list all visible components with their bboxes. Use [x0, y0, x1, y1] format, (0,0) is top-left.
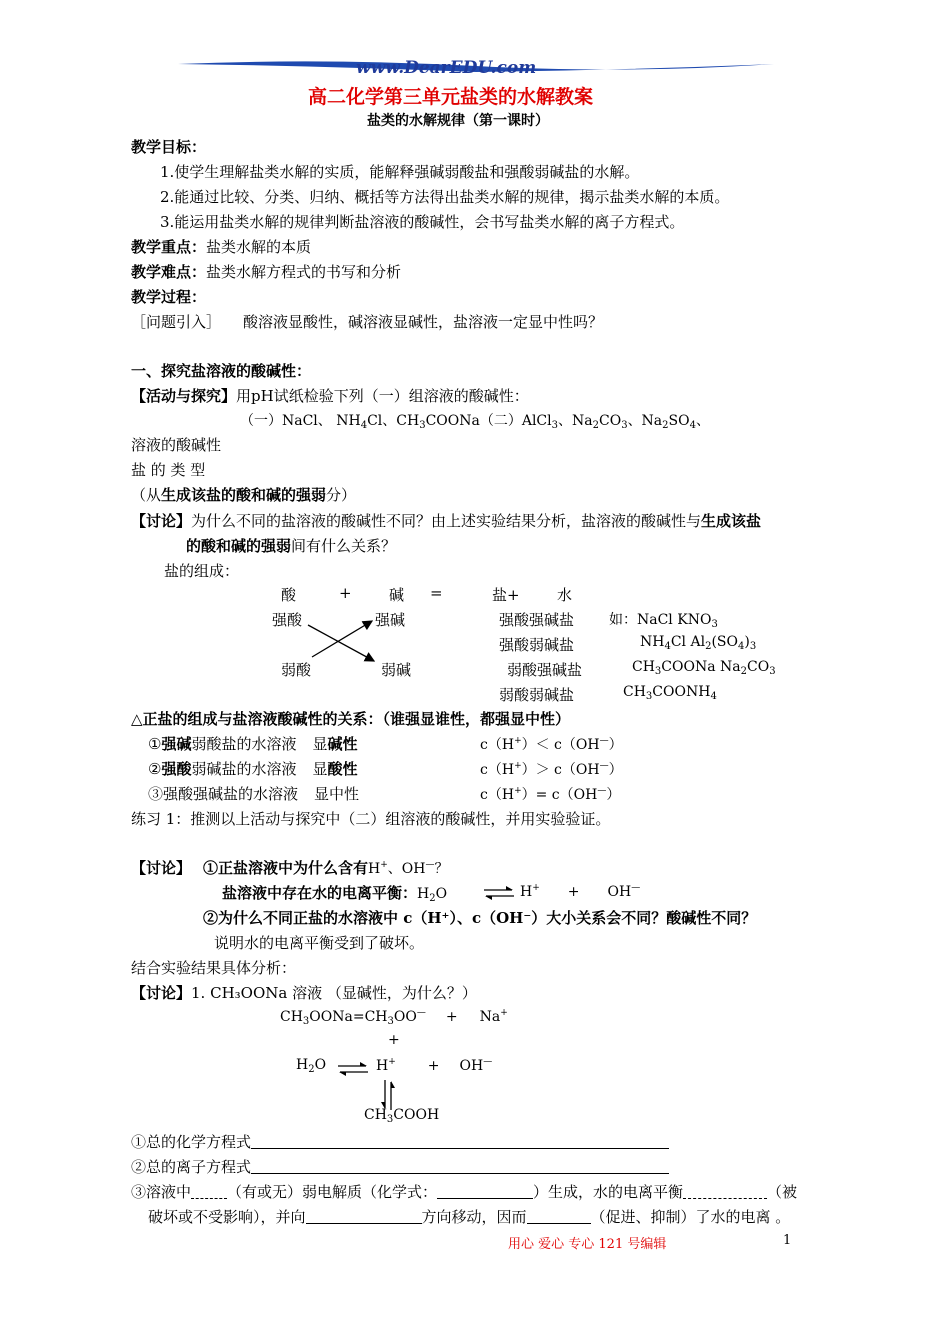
diagram-weak-acid: 弱酸 [281, 661, 312, 679]
blank-text: ）生成，水的电离平衡 [533, 1183, 684, 1201]
key-point-label: 教学重点： [131, 238, 207, 256]
relation-row [148, 758, 358, 779]
row-text: 强酸强碱盐的水溶液 [163, 785, 299, 803]
difficulty-label: 教学难点： [131, 263, 207, 281]
diagram-equals: = [430, 584, 443, 602]
answer-line[interactable] [437, 1183, 533, 1199]
blank-movement [148, 1206, 790, 1227]
page-title: 高二化学第三单元盐类的水解教案 [308, 86, 594, 108]
combine-analysis: 结合实验结果具体分析： [131, 959, 297, 977]
discussion2-explain: 说明水的电离平衡受到了破坏。 [214, 934, 425, 952]
equilibrium-arrow-icon [482, 886, 516, 900]
page-number: 1 [783, 1233, 792, 1248]
row-number: ② [148, 760, 162, 778]
difficulty-text: 盐类水解方程式的书写和分析 [206, 263, 402, 281]
objective-item: 3.能运用盐类水解的规律判断盐溶液的酸碱性，会书写盐类水解的离子方程式。 [160, 213, 685, 231]
relation-ion-compare: c（H+）= c（OH—） [480, 786, 621, 803]
intro [131, 311, 603, 332]
solution-groups: （一）NaCl、 $NH_4Cl$、$CH_3COONa$（二）AlCl$_3$、$Na_2CO_3$、$Na_2SO_4$、 [240, 413, 710, 431]
row-text: 弱酸盐的水溶液 [191, 735, 297, 753]
discussion1-text-d: 间有什么关系？ [291, 537, 397, 555]
acetic-acid: $CH_3COOH$ [364, 1107, 440, 1125]
blank-electrolyte [131, 1181, 797, 1202]
relation-ion-compare: c（H+）＜ c（OH—） [480, 736, 623, 753]
cross-arrows-icon [300, 615, 390, 675]
objective-item: 1.使学生理解盐类水解的实质，能解释强碱弱酸盐和强酸弱碱盐的水解。 [160, 163, 640, 181]
salt-type: 强酸弱碱盐 [499, 636, 575, 654]
relation-row [148, 733, 358, 754]
discussion2-q1: 【讨论】 ①正盐溶液中为什么含有H+、OH—？ [131, 859, 449, 877]
water-ionization-label: 盐溶液中存在水的电离平衡： [222, 884, 418, 902]
exercise-1: 练习 1：推测以上活动与探究中（二）组溶液的酸碱性，并用实验验证。 [131, 810, 611, 828]
blank-text: （被 [767, 1183, 798, 1201]
row-note-c: 分） [326, 486, 357, 504]
discussion1-line2 [186, 535, 396, 556]
relation-row [148, 783, 359, 804]
equilibrium-arrow-icon [336, 1062, 370, 1076]
diagram-weak-base: 弱碱 [381, 661, 412, 679]
row-property: 酸性 [327, 760, 358, 778]
relation-ion-compare: c（H+）＞ c（OH—） [480, 761, 623, 778]
salt-example: $CH_3COONH_4$ [623, 684, 717, 702]
objectives-heading: 教学目标： [131, 138, 207, 156]
diagram-acid: 酸 [281, 586, 297, 604]
diagram-strong-acid: 强酸 [272, 611, 303, 629]
answer-line[interactable] [527, 1208, 591, 1224]
blank-text: （有或无）弱电解质（化学式： [227, 1183, 438, 1201]
difficulty [131, 261, 401, 282]
water-label: $H_2O$ [296, 1057, 327, 1075]
blank-label: ①总的化学方程式 [131, 1133, 252, 1151]
salt-composition-label: 盐的组成： [164, 562, 240, 580]
answer-line[interactable] [683, 1183, 767, 1199]
blank-text: 破坏或不受影响），并向 [148, 1208, 306, 1226]
salt-type: 弱酸弱碱盐 [499, 686, 575, 704]
diagram-strong-base: 强碱 [375, 611, 406, 629]
key-point-text: 盐类水解的本质 [206, 238, 312, 256]
compare-symbol: = [535, 787, 548, 803]
diagram-base: 碱 [389, 586, 405, 604]
example-label: 如： [609, 612, 637, 628]
discussion2-label: 【讨论】 [131, 859, 192, 877]
compare-symbol: ＞ [535, 762, 550, 778]
discussion1-text-c: 的酸和碱的强弱 [186, 537, 292, 555]
activity [131, 385, 529, 406]
diagram-plus: + [339, 584, 352, 602]
blank-text: ③溶液中 [131, 1183, 192, 1201]
answer-line[interactable] [251, 1158, 669, 1174]
compare-symbol: ＜ [535, 737, 550, 753]
row-note-b: 生成该盐的酸和碱的强弱 [161, 486, 327, 504]
row-note-a: （从 [131, 486, 162, 504]
salt-example: $CH_3COONa$ $Na_2CO_3$ [632, 659, 776, 677]
discussion1-line1 [131, 510, 761, 531]
diagram-water: 水 [557, 586, 573, 604]
discussion2-q2: ②为什么不同正盐的水溶液中 c（H⁺）、c（OH⁻）大小关系会不同？酸碱性不同？ [203, 909, 757, 927]
blank-label: ②总的离子方程式 [131, 1158, 252, 1176]
row-text: 弱碱盐的水溶液 [191, 760, 297, 778]
blank-text: （促进、抑制）了水的电离 。 [590, 1208, 791, 1226]
salt-type: 弱酸强碱盐 [507, 661, 583, 679]
row-show: 显 [314, 785, 330, 803]
discussion1-text-b: 生成该盐 [701, 512, 762, 530]
blank-ionic-equation [131, 1156, 669, 1177]
row-note [131, 484, 356, 505]
ionization-equation: $CH_3OONa=CH_3OO^— + Na^+$ [280, 1008, 508, 1027]
intro-text: 酸溶液显酸性，碱溶液显碱性，盐溶液一定显中性吗？ [243, 313, 604, 331]
row-acidity: 溶液的酸碱性 [131, 436, 222, 454]
salt-example: 如：NaCl $KNO_3$ [609, 612, 718, 630]
answer-line[interactable] [306, 1208, 422, 1224]
activity-text: 用pH试纸检验下列（一）组溶液的酸碱性： [236, 387, 529, 405]
row-show: 显 [312, 735, 328, 753]
row-bold: 强碱 [161, 735, 192, 753]
discussion3-label: 【讨论】 [131, 984, 192, 1002]
plus-sign: + [388, 1032, 400, 1048]
objective-item: 2.能通过比较、分类、归纳、概括等方法得出盐类水解的规律，揭示盐类水解的本质。 [160, 188, 730, 206]
relation-heading: △正盐的组成与盐溶液酸碱性的关系：（谁强显谁性，都强显中性） [131, 710, 571, 728]
water-ionization-line: 盐溶液中存在水的电离平衡：$H_2O$ [222, 884, 448, 904]
answer-line[interactable] [191, 1183, 227, 1199]
site-url[interactable]: www.DearEDU.com [356, 58, 537, 78]
row-bold: 强酸 [161, 760, 192, 778]
footer-slogan: 用心 爱心 专心 121 号编辑 [508, 1237, 667, 1252]
water-ionization-products: H+ + OH— [520, 883, 641, 900]
row-number: ③ [148, 785, 164, 803]
key-point [131, 236, 311, 257]
section1-heading: 一、探究盐溶液的酸碱性： [131, 362, 312, 380]
process-label: 教学过程： [131, 288, 207, 306]
discussion3 [131, 982, 477, 1003]
blank-text: 方向移动，因而 [421, 1208, 527, 1226]
row-show: 显 [312, 760, 328, 778]
water-products: H+ + OH— [376, 1057, 493, 1074]
row-number: ① [148, 735, 162, 753]
intro-label: ［问题引入］ [131, 313, 222, 331]
salt-type: 强酸强碱盐 [499, 611, 575, 629]
row-property: 中性 [329, 785, 360, 803]
discussion1-text-a: 为什么不同的盐溶液的酸碱性不同？由上述实验结果分析，盐溶液的酸碱性与 [191, 512, 702, 530]
activity-label: 【活动与探究】 [131, 387, 237, 405]
blank-chemical-equation [131, 1131, 669, 1152]
salt-example: $NH_4Cl$ $Al_2(SO_4)_3$ [640, 634, 757, 652]
discussion1-label: 【讨论】 [131, 512, 192, 530]
row-property: 碱性 [327, 735, 358, 753]
row-salt-type: 盐 的 类 型 [131, 461, 206, 479]
diagram-salt: 盐+ [492, 586, 520, 604]
discussion2-q1-text: ①正盐溶液中为什么含有 [203, 859, 369, 877]
page-subtitle: 盐类的水解规律（第一课时） [367, 113, 549, 129]
discussion3-item: 1. CH₃OONa 溶液 （显碱性，为什么？） [191, 984, 477, 1002]
answer-line[interactable] [251, 1133, 669, 1149]
